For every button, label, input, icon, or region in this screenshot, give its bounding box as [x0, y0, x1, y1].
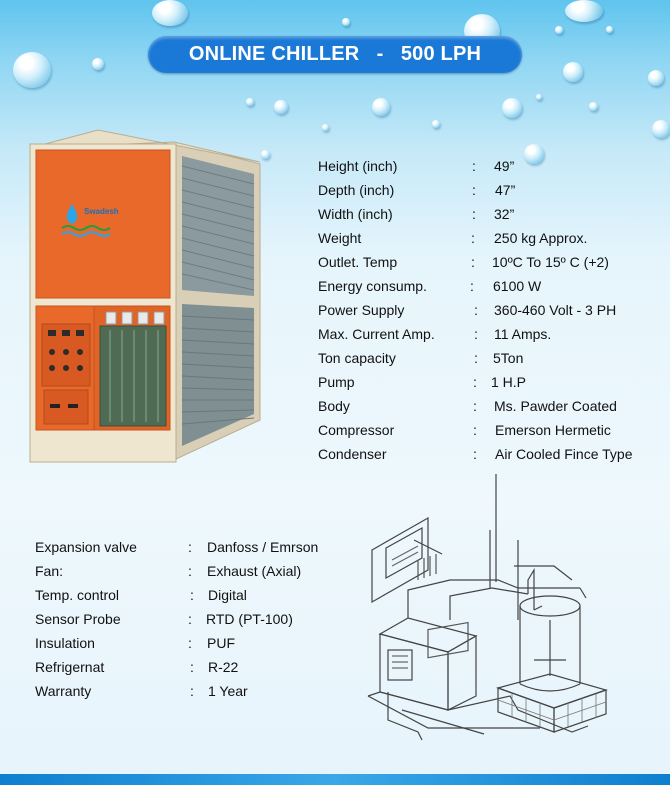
spec-value: 360-460 Volt - 3 PH	[494, 302, 617, 318]
spec-value: 10ºC To 15º C (+2)	[492, 254, 609, 270]
spec-value: 49”	[494, 158, 515, 174]
spec-label: Warranty	[35, 683, 92, 699]
chiller-product-image	[28, 128, 264, 464]
spec-separator: :	[474, 326, 478, 342]
spec-value: 1 H.P	[491, 374, 527, 390]
spec-row	[35, 610, 335, 634]
spec-label: Power Supply	[318, 302, 405, 318]
droplet-icon	[536, 94, 542, 100]
spec-label: Weight	[318, 230, 362, 246]
specs-bottom	[35, 538, 335, 706]
spec-row	[318, 301, 658, 325]
spec-label: Insulation	[35, 635, 95, 651]
spec-separator: :	[471, 230, 475, 246]
spec-separator: :	[190, 683, 194, 699]
droplet-icon	[652, 120, 670, 138]
spec-value: 1 Year	[208, 683, 248, 699]
spec-label: Depth (inch)	[318, 182, 395, 198]
spec-value: Emerson Hermetic	[495, 422, 611, 438]
droplet-icon	[13, 52, 51, 88]
spec-separator: :	[188, 563, 192, 579]
spec-separator: :	[471, 254, 475, 270]
spec-value: RTD (PT-100)	[206, 611, 293, 627]
droplet-icon	[555, 26, 563, 34]
spec-separator: :	[188, 611, 192, 627]
spec-separator: :	[188, 635, 192, 651]
droplet-icon	[152, 0, 188, 26]
spec-value: 32”	[494, 206, 515, 222]
bottom-bar	[0, 774, 670, 785]
spec-row	[35, 634, 335, 658]
droplet-icon	[342, 18, 350, 26]
brand-logo-text: Swadesh	[84, 207, 119, 216]
spec-value: Danfoss / Emrson	[207, 539, 319, 555]
spec-value: 11 Amps.	[494, 326, 552, 342]
spec-value: R-22	[208, 659, 239, 675]
spec-value: Exhaust (Axial)	[207, 563, 302, 579]
spec-separator: :	[474, 350, 478, 366]
spec-row	[35, 658, 335, 682]
spec-value: PUF	[207, 635, 235, 651]
spec-row	[318, 205, 658, 229]
installation-diagram	[358, 470, 642, 752]
spec-value: 47”	[495, 182, 516, 198]
spec-label: Outlet. Temp	[318, 254, 398, 270]
spec-separator: :	[472, 182, 476, 198]
specs-top	[318, 157, 658, 469]
spec-value: 250 kg Approx.	[494, 230, 588, 246]
spec-separator: :	[473, 374, 477, 390]
droplet-icon	[563, 62, 583, 82]
spec-label: Height (inch)	[318, 158, 398, 174]
droplet-icon	[589, 102, 598, 111]
spec-separator: :	[473, 422, 477, 438]
spec-label: Ton capacity	[318, 350, 396, 366]
spec-separator: :	[472, 158, 476, 174]
spec-separator: :	[473, 398, 477, 414]
spec-row	[318, 277, 658, 301]
droplet-icon	[648, 70, 664, 86]
spec-label: Compressor	[318, 422, 395, 438]
droplet-icon	[432, 120, 440, 128]
droplet-icon	[322, 124, 329, 131]
spec-row	[318, 253, 658, 277]
spec-label: Pump	[318, 374, 355, 390]
droplet-icon	[606, 26, 613, 33]
spec-row	[318, 397, 658, 421]
page-title: ONLINE CHILLER - 500 LPH	[148, 36, 522, 73]
spec-row	[318, 325, 658, 349]
spec-label: Condenser	[318, 446, 387, 462]
spec-separator: :	[190, 587, 194, 603]
spec-label: Width (inch)	[318, 206, 393, 222]
droplet-icon	[372, 98, 390, 116]
spec-value: Ms. Pawder Coated	[494, 398, 617, 414]
spec-label: Expansion valve	[35, 539, 137, 555]
spec-value: 6100 W	[493, 278, 542, 294]
spec-row	[35, 586, 335, 610]
spec-row	[318, 229, 658, 253]
spec-separator: :	[472, 206, 476, 222]
droplet-icon	[502, 98, 522, 118]
spec-row	[318, 445, 658, 469]
spec-value: Digital	[208, 587, 247, 603]
spec-separator: :	[190, 659, 194, 675]
spec-separator: :	[474, 302, 478, 318]
spec-row	[35, 682, 335, 706]
spec-row	[318, 157, 658, 181]
spec-row	[35, 538, 335, 562]
spec-row	[318, 373, 658, 397]
spec-value: 5Ton	[493, 350, 524, 366]
spec-row	[35, 562, 335, 586]
droplet-icon	[92, 58, 104, 70]
spec-separator: :	[473, 446, 477, 462]
spec-label: Fan:	[35, 563, 64, 579]
spec-label: Energy consump.	[318, 278, 427, 294]
spec-row	[318, 421, 658, 445]
spec-label: Sensor Probe	[35, 611, 121, 627]
spec-separator: :	[470, 278, 474, 294]
spec-label: Body	[318, 398, 350, 414]
droplet-icon	[246, 98, 254, 106]
droplet-icon	[274, 100, 288, 114]
spec-value: Air Cooled Fince Type	[495, 446, 633, 462]
spec-label: Temp. control	[35, 587, 120, 603]
spec-row	[318, 349, 658, 373]
spec-label: Max. Current Amp.	[318, 326, 435, 342]
spec-row	[318, 181, 658, 205]
spec-label: Refrigernat	[35, 659, 105, 675]
droplet-icon	[565, 0, 603, 22]
spec-separator: :	[188, 539, 192, 555]
